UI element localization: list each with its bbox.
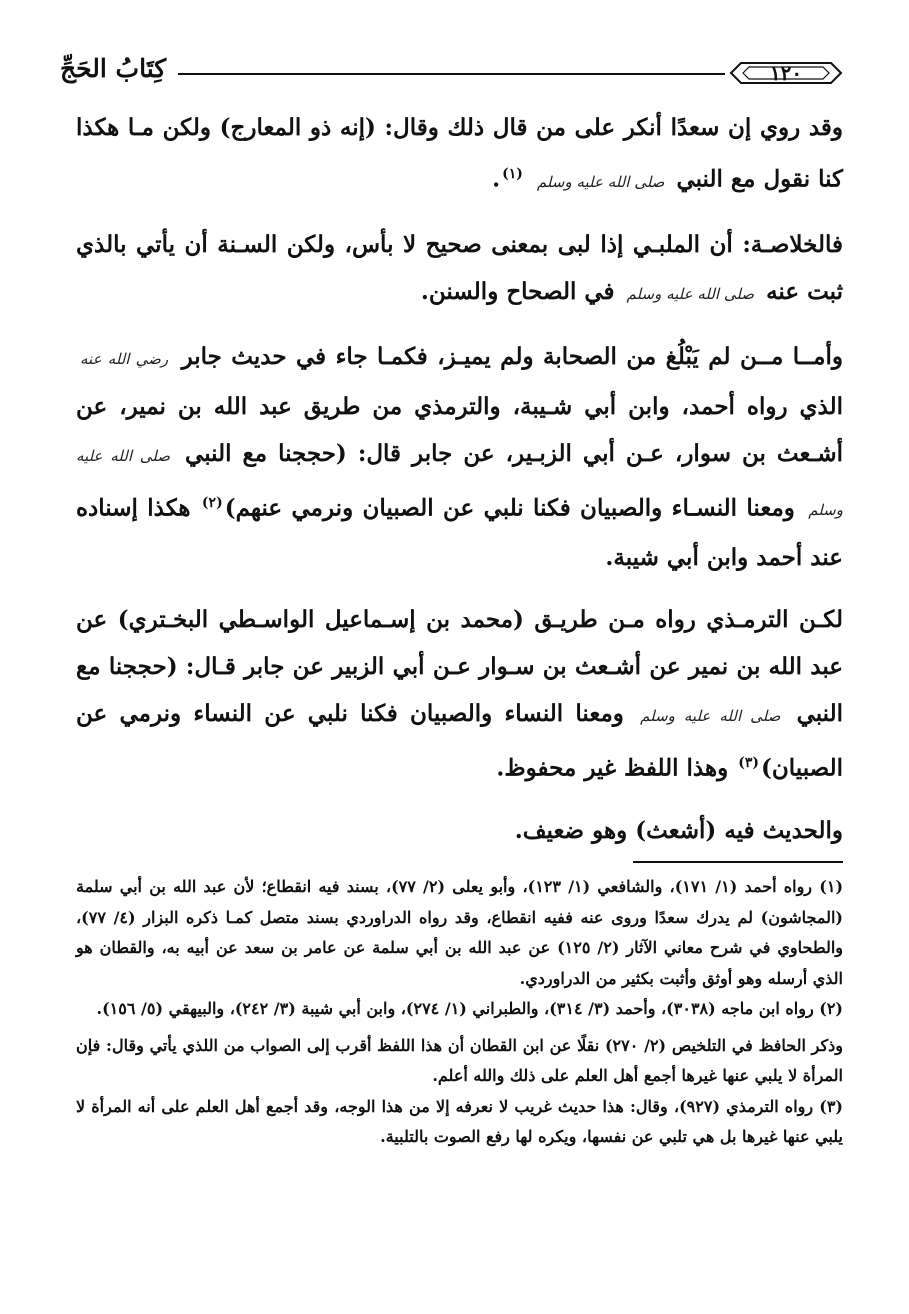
honorific: صلى الله عليه وسلم [76, 446, 843, 520]
paragraph-5 [76, 807, 843, 854]
text: والحديث فيه (أشعث) وهو ضعيف. [514, 816, 843, 844]
honorific: صلى الله عليه وسلم [536, 172, 665, 191]
honorific: صلى الله عليه وسلم [626, 284, 755, 303]
page-number-frame [729, 58, 843, 88]
footnote-marker: (٣) [738, 755, 759, 772]
honorific: صلى الله عليه وسلم [640, 707, 781, 726]
text: ومعنا النساء والصبيان فكنا نلبي عن النساء ونرمي عن الصبيان) [76, 700, 843, 782]
text: الذي رواه أحمد، وابن أبي شـيبة، والترمذي من طريق عبد الله بن نمير، عن أشـعث بن سوار، عـن أبي الزبـير، عن جابر قال: (حججنا مع النبي [76, 392, 843, 467]
footnote-marker: (١) [502, 166, 523, 182]
text: في الصحاح والسنن. [420, 277, 615, 305]
text: وأمــا مــن لم يَبْلُغ من الصحابة ولم يميـز، فكمـا جاء في حديث جابر [181, 342, 843, 370]
footnote-marker: (٢) [201, 494, 223, 511]
footnote-1: (١) رواه أحمد (١/ ١٧١)، والشافعي (١/ ١٢٣)، وأبو يعلى (٢/ ٧٧)، بسند فيه انقطاع؛ لأن عبد الله بن أبي سلمة (المجاشون) لم يدرك سعدًا وروى عنه ففيه انقطاع، وقد رواه الدراوردي بسند متصل كمـا ذكره البزار (٤/ ٧٧)، والطحاوي في شرح معاني الآثار (٢/ ١٢٥) عن عبد الله بن أبي سلمة عن عامر بن سعد عن أبيه به، والقطان هو الذي أرسله وهو أوثق وأثبت بكثير من الدراوردي. [76, 877, 844, 988]
footnote-3: (٣) رواه الترمذي (٩٢٧)، وقال: هذا حديث غريب لا نعرفه إلا من هذا الوجه، وقد أجمع أهل العلم على أنه المرأة لا يلبي عنها غيرها بل هي تلبي عن نفسها، ويكره لها رفع الصوت بالتلبية. [76, 1096, 843, 1146]
text: فالخلاصـة: أن الملبـي إذا لبى بمعنى صحيح لا بأس، ولكن السـنة أن يأتي بالذي ثبت عنه [76, 230, 843, 305]
page-header [60, 52, 843, 96]
footnote-2-continued: وذكر الحافظ في التلخيص (٢/ ٢٧٠) نقلًا عن ابن القطان أن هذا اللفظ أقرب إلى الصواب من اللذي يأتي وقال: فإن المرأة لا يلبي عنها غيرها أجمع أهل العلم على ذلك والله أعلم. [76, 1035, 843, 1085]
paragraph-3 [76, 333, 843, 582]
paragraph-2 [76, 221, 843, 318]
footnotes [76, 872, 843, 1153]
paragraph-4 [76, 596, 843, 792]
text: وهذا اللفظ غير محفوظ. [496, 754, 729, 782]
main-text [76, 104, 843, 854]
page-number: ١٢٠ [769, 61, 803, 85]
sahabi-honorific: رضي الله عنه [80, 349, 169, 368]
header-rule [178, 73, 725, 75]
text: ومعنا النسـاء والصبيان فكنا نلبي عن الصبيان ونرمي عنهم) [224, 494, 795, 522]
footnote-separator [633, 861, 843, 863]
footnote-2: (٢) رواه ابن ماجه (٣٠٣٨)، وأحمد (٣/ ٣١٤)، والطبراني (١/ ٢٧٤)، وابن أبي شيبة (٣/ ٢٤٢)، والبيهقي (٥/ ١٥٦). [96, 999, 843, 1018]
paragraph-1 [76, 104, 843, 206]
book-title: كِتَابُ الحَجِّ [60, 54, 167, 83]
text: . [492, 165, 501, 193]
text: لكـن الترمـذي رواه مـن طريـق (محمد بن إسـماعيل الواسـطي البخـتري) عن عبد الله بن نمير عن أشـعث بن سـوار عـن أبي الزبير عن جابر قـال: (حججنا مع النبي [76, 606, 844, 728]
text: هكذا إسناده عند أحمد وابن أبي شيبة. [76, 494, 843, 572]
text: وقد روي إن سعدًا أنكر على من قال ذلك وقال: (إنه ذو المعارج) ولكن مـا هكذا كنا نقول مع النبي [76, 114, 843, 193]
